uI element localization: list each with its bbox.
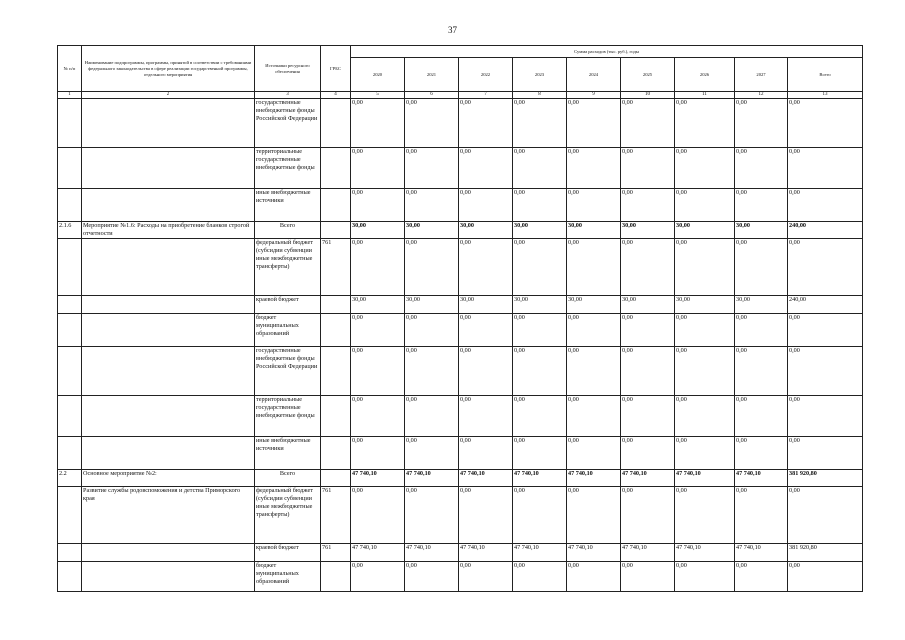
row-value: 0,00 (735, 347, 788, 396)
row-name (82, 437, 255, 470)
row-grbs (321, 296, 351, 314)
row-value: 0,00 (735, 99, 788, 148)
row-grbs: 761 (321, 544, 351, 562)
table-row (58, 296, 863, 314)
row-number: 2.1.6 (58, 222, 82, 239)
row-value: 0,00 (567, 314, 621, 347)
row-value: 30,00 (621, 296, 675, 314)
row-value: 0,00 (459, 99, 513, 148)
row-value: 0,00 (459, 239, 513, 296)
row-value: 0,00 (459, 437, 513, 470)
row-grbs: 761 (321, 487, 351, 544)
row-value: 30,00 (513, 222, 567, 239)
row-grbs (321, 437, 351, 470)
row-value: 0,00 (735, 148, 788, 189)
column-number: 8 (513, 92, 567, 99)
row-value: 47 740,10 (735, 544, 788, 562)
row-value: 47 740,10 (675, 544, 735, 562)
row-value: 47 740,10 (567, 470, 621, 487)
row-value: 0,00 (788, 239, 863, 296)
row-value: 30,00 (567, 222, 621, 239)
row-number (58, 562, 82, 592)
row-name (82, 396, 255, 437)
row-value: 0,00 (788, 396, 863, 437)
header-year: 2021 (405, 58, 459, 92)
row-number (58, 347, 82, 396)
row-value: 0,00 (513, 396, 567, 437)
row-grbs (321, 470, 351, 487)
table-row (58, 222, 863, 239)
row-value: 0,00 (351, 347, 405, 396)
column-number: 3 (255, 92, 321, 99)
row-value: 0,00 (405, 99, 459, 148)
table-row (58, 189, 863, 222)
row-value: 0,00 (675, 99, 735, 148)
page-number: 37 (448, 25, 457, 35)
row-value: 0,00 (513, 562, 567, 592)
table-row (58, 437, 863, 470)
row-value: 0,00 (675, 239, 735, 296)
row-value: 30,00 (567, 296, 621, 314)
row-number (58, 189, 82, 222)
row-value: 47 740,10 (405, 544, 459, 562)
row-value: 47 740,10 (621, 470, 675, 487)
row-value: 47 740,10 (567, 544, 621, 562)
row-grbs (321, 562, 351, 592)
row-number (58, 148, 82, 189)
row-value: 0,00 (621, 148, 675, 189)
row-value: 30,00 (675, 296, 735, 314)
row-source: иные внебюджетные источники (255, 189, 321, 222)
header-sum: Сумма расходов (тыс. руб.), годы (351, 46, 863, 58)
row-value: 47 740,10 (675, 470, 735, 487)
row-source: Всего (255, 222, 321, 239)
table-row (58, 562, 863, 592)
row-value: 240,00 (788, 222, 863, 239)
header-year: 2024 (567, 58, 621, 92)
row-value: 0,00 (351, 487, 405, 544)
row-number (58, 437, 82, 470)
row-value: 0,00 (513, 239, 567, 296)
row-source: территориальные государственные внебюджетные фонды (255, 148, 321, 189)
row-name (82, 99, 255, 148)
row-name (82, 314, 255, 347)
row-source: иные внебюджетные источники (255, 437, 321, 470)
row-value: 0,00 (567, 189, 621, 222)
row-value: 0,00 (513, 99, 567, 148)
row-value: 0,00 (675, 189, 735, 222)
row-value: 0,00 (788, 148, 863, 189)
row-name (82, 239, 255, 296)
row-value: 47 740,10 (459, 544, 513, 562)
row-value: 0,00 (567, 148, 621, 189)
row-value: 0,00 (459, 189, 513, 222)
row-value: 0,00 (788, 437, 863, 470)
header-year: 2020 (351, 58, 405, 92)
row-value: 0,00 (459, 148, 513, 189)
row-value: 0,00 (788, 314, 863, 347)
row-number (58, 487, 82, 544)
row-grbs (321, 396, 351, 437)
row-value: 0,00 (459, 396, 513, 437)
row-name (82, 562, 255, 592)
row-value: 0,00 (621, 314, 675, 347)
row-value: 0,00 (621, 396, 675, 437)
column-number: 11 (675, 92, 735, 99)
row-value: 0,00 (405, 562, 459, 592)
row-value: 0,00 (513, 347, 567, 396)
row-value: 0,00 (459, 562, 513, 592)
column-number: 10 (621, 92, 675, 99)
row-value: 0,00 (567, 437, 621, 470)
header-year: 2026 (675, 58, 735, 92)
header-year: 2027 (735, 58, 788, 92)
row-name: Основное мероприятие №2: (82, 470, 255, 487)
row-grbs (321, 222, 351, 239)
table-row (58, 239, 863, 296)
column-number: 12 (735, 92, 788, 99)
row-value: 0,00 (513, 314, 567, 347)
row-grbs: 761 (321, 239, 351, 296)
row-value: 0,00 (405, 189, 459, 222)
row-source: бюджет муниципальных образований (255, 562, 321, 592)
row-grbs (321, 189, 351, 222)
row-value: 0,00 (675, 314, 735, 347)
row-value: 0,00 (675, 347, 735, 396)
row-source: государственные внебюджетные фонды Российской Федерации (255, 99, 321, 148)
row-value: 0,00 (621, 487, 675, 544)
row-value: 0,00 (735, 562, 788, 592)
row-value: 0,00 (567, 347, 621, 396)
row-value: 30,00 (513, 296, 567, 314)
row-value: 0,00 (351, 314, 405, 347)
row-value: 0,00 (351, 239, 405, 296)
header-source: Источники ресурсного обеспечения (255, 46, 321, 92)
row-name (82, 189, 255, 222)
row-number (58, 99, 82, 148)
row-value: 0,00 (567, 99, 621, 148)
row-source: территориальные государственные внебюджетные фонды (255, 396, 321, 437)
row-value: 0,00 (675, 148, 735, 189)
row-value: 0,00 (513, 487, 567, 544)
row-grbs (321, 148, 351, 189)
row-value: 0,00 (788, 99, 863, 148)
row-value: 0,00 (735, 487, 788, 544)
row-value: 47 740,10 (351, 470, 405, 487)
row-value: 47 740,10 (513, 470, 567, 487)
column-number: 1 (58, 92, 82, 99)
row-value: 0,00 (621, 99, 675, 148)
row-number (58, 239, 82, 296)
row-value: 0,00 (351, 437, 405, 470)
row-number (58, 314, 82, 347)
row-value: 30,00 (351, 296, 405, 314)
row-source: Всего (255, 470, 321, 487)
row-value: 0,00 (621, 189, 675, 222)
row-value: 47 740,10 (735, 470, 788, 487)
row-value: 0,00 (513, 189, 567, 222)
header-year: Всего (788, 58, 863, 92)
row-value: 0,00 (621, 239, 675, 296)
row-number: 2.2 (58, 470, 82, 487)
row-value: 0,00 (675, 437, 735, 470)
row-value: 30,00 (459, 222, 513, 239)
row-name (82, 347, 255, 396)
row-value: 0,00 (788, 347, 863, 396)
row-number (58, 396, 82, 437)
row-value: 30,00 (675, 222, 735, 239)
row-value: 381 920,80 (788, 544, 863, 562)
column-number: 9 (567, 92, 621, 99)
header-year: 2022 (459, 58, 513, 92)
row-value: 0,00 (675, 396, 735, 437)
row-value: 30,00 (735, 296, 788, 314)
column-number: 4 (321, 92, 351, 99)
row-value: 0,00 (788, 487, 863, 544)
row-value: 0,00 (351, 148, 405, 189)
row-value: 0,00 (567, 396, 621, 437)
row-value: 30,00 (405, 222, 459, 239)
table-row (58, 396, 863, 437)
row-value: 0,00 (735, 314, 788, 347)
row-value: 47 740,10 (351, 544, 405, 562)
row-value: 0,00 (675, 487, 735, 544)
row-source: федеральный бюджет (субсидии субвенции иные межбюджетные трансферты) (255, 487, 321, 544)
table-row (58, 148, 863, 189)
row-value: 0,00 (351, 189, 405, 222)
row-value: 0,00 (405, 347, 459, 396)
row-value: 0,00 (735, 437, 788, 470)
row-value: 0,00 (351, 99, 405, 148)
header-name: Наименование подпрограммы, программы, принятой в соответствии с требованиями федерального законодательства в сфере реализации государственной программы, отдельного мероприятия (82, 46, 255, 92)
row-value: 0,00 (567, 562, 621, 592)
row-source: государственные внебюджетные фонды Российской Федерации (255, 347, 321, 396)
row-value: 0,00 (567, 239, 621, 296)
row-value: 0,00 (405, 239, 459, 296)
row-value: 47 740,10 (405, 470, 459, 487)
column-number: 7 (459, 92, 513, 99)
row-value: 47 740,10 (621, 544, 675, 562)
table-row (58, 99, 863, 148)
row-source: краевой бюджет (255, 544, 321, 562)
row-value: 0,00 (459, 347, 513, 396)
row-grbs (321, 314, 351, 347)
row-number (58, 296, 82, 314)
row-value: 0,00 (405, 314, 459, 347)
row-value: 0,00 (788, 562, 863, 592)
table-row (58, 544, 863, 562)
table-row (58, 470, 863, 487)
row-value: 0,00 (405, 487, 459, 544)
row-source: бюджет муниципальных образований (255, 314, 321, 347)
row-value: 0,00 (675, 562, 735, 592)
row-value: 0,00 (735, 239, 788, 296)
expenditure-table (57, 45, 863, 592)
row-name (82, 544, 255, 562)
row-value: 0,00 (405, 148, 459, 189)
row-value: 0,00 (621, 562, 675, 592)
header-year: 2025 (621, 58, 675, 92)
row-value: 30,00 (459, 296, 513, 314)
row-value: 47 740,10 (513, 544, 567, 562)
row-value: 0,00 (567, 487, 621, 544)
table-row (58, 347, 863, 396)
row-value: 30,00 (405, 296, 459, 314)
column-number: 2 (82, 92, 255, 99)
row-value: 0,00 (351, 562, 405, 592)
column-number: 5 (351, 92, 405, 99)
row-number (58, 544, 82, 562)
row-value: 47 740,10 (459, 470, 513, 487)
row-name (82, 148, 255, 189)
row-value: 0,00 (405, 396, 459, 437)
row-value: 0,00 (621, 347, 675, 396)
row-grbs (321, 347, 351, 396)
row-value: 30,00 (621, 222, 675, 239)
row-value: 0,00 (405, 437, 459, 470)
row-value: 0,00 (735, 396, 788, 437)
row-grbs (321, 99, 351, 148)
row-value: 0,00 (513, 437, 567, 470)
row-value: 30,00 (351, 222, 405, 239)
row-value: 381 920,80 (788, 470, 863, 487)
row-name (82, 296, 255, 314)
row-value: 0,00 (513, 148, 567, 189)
row-source: федеральный бюджет (субсидии субвенции иные межбюджетные трансферты) (255, 239, 321, 296)
row-value: 30,00 (735, 222, 788, 239)
row-value: 0,00 (735, 189, 788, 222)
column-number: 6 (405, 92, 459, 99)
row-value: 0,00 (459, 487, 513, 544)
table-row (58, 314, 863, 347)
header-year: 2023 (513, 58, 567, 92)
row-name: Мероприятие №1.6: Расходы на приобретение бланков строгой отчетности (82, 222, 255, 239)
row-value: 0,00 (351, 396, 405, 437)
table-row (58, 487, 863, 544)
header-no: № п/п (58, 46, 82, 92)
header-grbs: ГРБС (321, 46, 351, 92)
row-value: 0,00 (459, 314, 513, 347)
row-source: краевой бюджет (255, 296, 321, 314)
column-number: 13 (788, 92, 863, 99)
row-name: Развитие службы родовспоможения и детства Приморского края (82, 487, 255, 544)
row-value: 240,00 (788, 296, 863, 314)
row-value: 0,00 (788, 189, 863, 222)
row-value: 0,00 (621, 437, 675, 470)
